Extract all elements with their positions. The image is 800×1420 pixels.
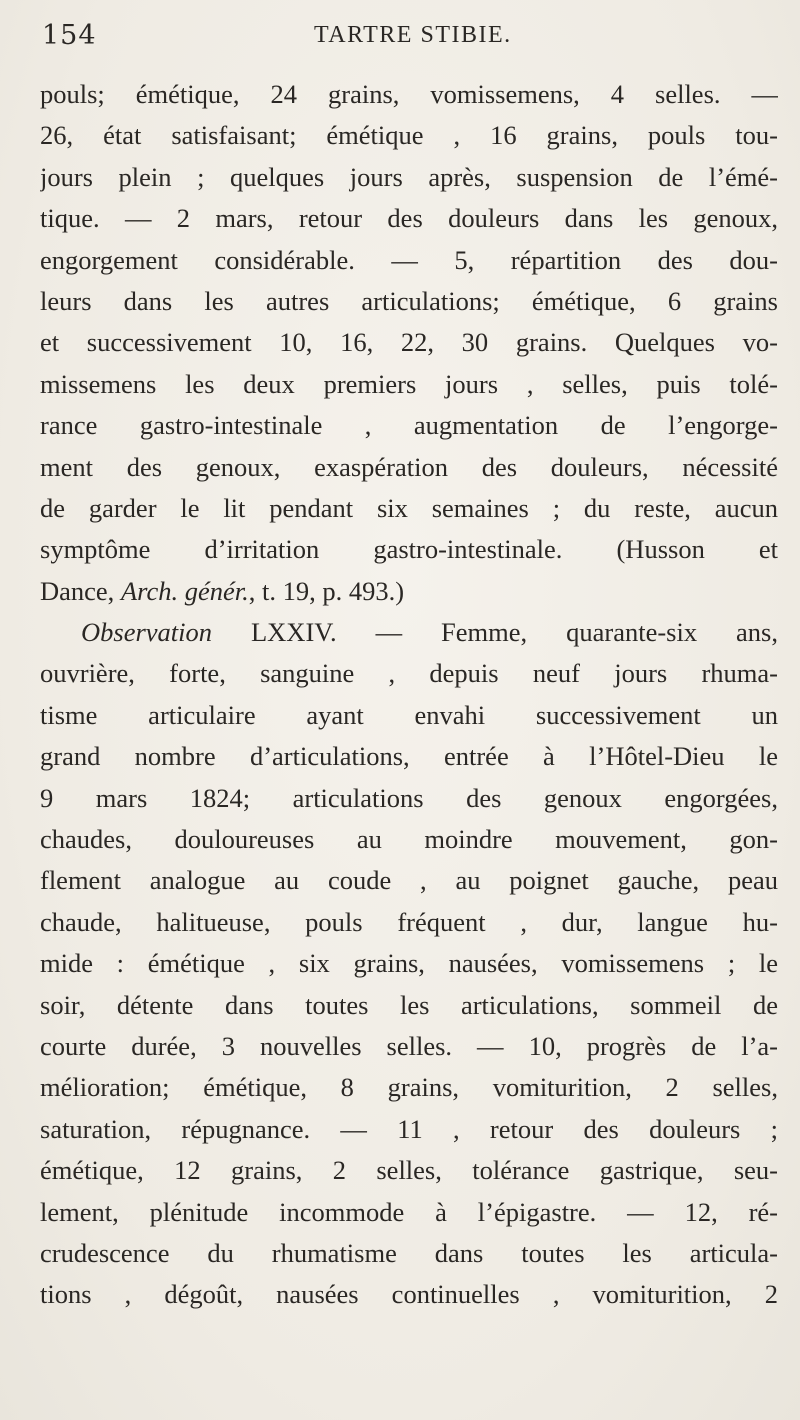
citation-suffix: , t. 19, p. 493.) bbox=[248, 575, 405, 606]
text-line: ouvrière, forte, sanguine , depuis neuf jours rhuma- bbox=[40, 658, 778, 689]
text-line: missemens les deux premiers jours , selles, puis tolé- bbox=[40, 368, 778, 399]
text-line: rance gastro-intestinale , augmentation de l’engorge- bbox=[40, 410, 778, 441]
text-line: engorgement considérable. — 5, répartition des dou- bbox=[40, 244, 778, 275]
text-line: tique. — 2 mars, retour des douleurs dans les genoux, bbox=[40, 203, 778, 234]
text-line: de garder le lit pendant six semaines ; du reste, aucun bbox=[40, 492, 778, 523]
text-line: chaudes, douloureuses au moindre mouvement, gon- bbox=[40, 824, 778, 855]
observation-label: Observation bbox=[81, 617, 213, 648]
text-line: soir, détente dans toutes les articulations, sommeil de bbox=[40, 989, 778, 1020]
citation-prefix: Dance, bbox=[40, 575, 121, 606]
text-line: émétique, 12 grains, 2 selles, tolérance gastrique, seu- bbox=[40, 1155, 778, 1186]
text-line: chaude, halitueuse, pouls fréquent , dur, langue hu- bbox=[40, 906, 778, 937]
text-line: tions , dégoût, nausées continuelles , vomiturition, 2 bbox=[40, 1279, 778, 1310]
text-line: tisme articulaire ayant envahi successivement un bbox=[40, 699, 778, 730]
text-line: mide : émétique , six grains, nausées, vomissemens ; le bbox=[40, 948, 778, 979]
text-line: flement analogue au coude , au poignet gauche, peau bbox=[40, 865, 778, 896]
text-line: jours plein ; quelques jours après, suspension de l’émé- bbox=[40, 161, 778, 192]
journal-title: Arch. génér. bbox=[120, 575, 249, 606]
text-line: courte durée, 3 nouvelles selles. — 10, progrès de l’a- bbox=[40, 1030, 778, 1061]
text-line: saturation, répugnance. — 11 , retour des douleurs ; bbox=[40, 1113, 778, 1144]
text-line: lement, plénitude incommode à l’épigastre. — 12, ré- bbox=[40, 1196, 778, 1227]
text-line: pouls; émétique, 24 grains, vomissemens, 4 selles. — bbox=[40, 79, 778, 109]
text-line: leurs dans les autres articulations; émétique, 6 grains bbox=[40, 285, 778, 316]
text-line: et successivement 10, 16, 22, 30 grains. Quelques vo- bbox=[40, 327, 778, 358]
text-line: grand nombre d’articulations, entrée à l’Hôtel-Dieu le bbox=[40, 741, 778, 772]
observation-heading-line bbox=[40, 612, 778, 653]
text-line: crudescence du rhumatisme dans toutes les articula- bbox=[40, 1237, 778, 1268]
text-line: 26, état satisfaisant; émétique , 16 grains, pouls tou- bbox=[40, 120, 778, 151]
page-header bbox=[42, 12, 782, 62]
text-line: ment des genoux, exaspération des douleurs, nécessité bbox=[40, 451, 778, 482]
text-line: 9 mars 1824; articulations des genoux engorgées, bbox=[40, 782, 778, 813]
citation-line bbox=[40, 571, 778, 612]
page-number: 154 bbox=[42, 20, 97, 51]
text-line: symptôme d’irritation gastro-intestinale. (Husson et bbox=[40, 534, 778, 565]
running-head: TARTRE STIBIE. bbox=[314, 22, 512, 48]
observation-text: LXXIV. — Femme, quarante-six ans, bbox=[212, 617, 778, 648]
text-line: mélioration; émétique, 8 grains, vomiturition, 2 selles, bbox=[40, 1072, 778, 1103]
body-text bbox=[40, 74, 778, 1316]
